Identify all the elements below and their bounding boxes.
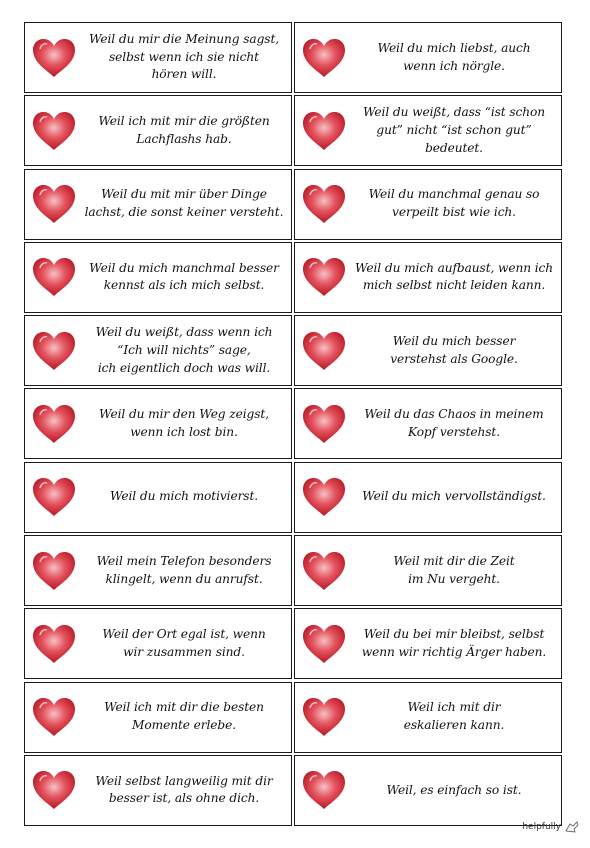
card-text: Weil du bei mir bleibst, selbst wenn wir richtig Ärger haben.	[361, 627, 547, 659]
card	[294, 169, 562, 240]
card	[294, 535, 562, 606]
card-text: Weil du mich motivierst.	[109, 489, 259, 504]
heart-icon	[295, 463, 353, 532]
heart-icon	[25, 683, 83, 752]
heart-icon	[295, 609, 353, 678]
card-text: Weil mit dir die Zeit im Nu vergeht.	[393, 553, 515, 586]
brand-name: helpfully	[522, 822, 561, 832]
card-text: Weil du mir den Weg zeigst, wenn ich lost bin.	[99, 407, 269, 439]
card	[24, 388, 292, 459]
card-text: Weil du mit mir über Dinge lachst, die sonst keiner versteht.	[84, 187, 284, 220]
card-text: Weil du manchmal genau so verpeilt bist wie ich.	[368, 187, 540, 220]
card-text: Weil selbst langweilig mit dir besser ist, als ohne dich.	[95, 773, 273, 806]
card	[24, 462, 292, 533]
card	[294, 95, 562, 166]
card-text: Weil du mich aufbaust, wenn ich mich selbst nicht leiden kann.	[354, 260, 554, 293]
card-text: Weil du mir die Meinung sagst, selbst wenn ich sie nicht hören will.	[88, 31, 280, 82]
card-text: Weil der Ort egal ist, wenn wir zusammen sind.	[102, 627, 266, 659]
card-text: Weil ich mit mir die größten Lachflashs hab.	[98, 114, 270, 146]
card-text: Weil du weißt, dass wenn ich “Ich will nichts” sage, ich eigentlich doch was will.	[95, 325, 273, 375]
heart-icon	[295, 316, 353, 385]
heart-icon	[295, 756, 353, 825]
card-text: Weil ich mit dir eskalieren kann.	[403, 700, 505, 733]
heart-icon	[25, 536, 83, 605]
card	[294, 462, 562, 533]
heart-icon	[295, 23, 353, 92]
hand-logo-icon	[564, 820, 580, 834]
card	[24, 535, 292, 606]
card-text: Weil du mich besser verstehst als Google.	[390, 334, 518, 366]
footer	[522, 820, 580, 834]
heart-icon	[25, 96, 83, 165]
card-text: Weil, es einfach so ist.	[386, 782, 522, 797]
card-text: Weil du mich manchmal besser kennst als ich mich selbst.	[89, 260, 279, 293]
card	[24, 242, 292, 313]
card-text: Weil du weißt, dass “ist schon gut” nicht “ist schon gut” bedeutet.	[363, 105, 545, 155]
card	[294, 608, 562, 679]
card	[294, 388, 562, 459]
card	[294, 22, 562, 93]
heart-icon	[25, 609, 83, 678]
heart-icon	[25, 756, 83, 825]
heart-icon	[25, 170, 83, 239]
card	[24, 169, 292, 240]
heart-icon	[25, 23, 83, 92]
card	[294, 755, 562, 826]
heart-icon	[25, 316, 83, 385]
card	[294, 315, 562, 386]
heart-icon	[295, 389, 353, 458]
card	[294, 242, 562, 313]
heart-icon	[295, 683, 353, 752]
card-grid	[24, 22, 562, 826]
card	[24, 315, 292, 386]
card-text: Weil du mich vervollständigst.	[362, 489, 546, 504]
card-text: Weil mein Telefon besonders klingelt, wenn du anrufst.	[96, 553, 272, 586]
card	[24, 682, 292, 753]
card	[24, 22, 292, 93]
card	[24, 95, 292, 166]
heart-icon	[25, 243, 83, 312]
card-text: Weil du das Chaos in meinem Kopf verstehst.	[364, 407, 544, 439]
card	[24, 608, 292, 679]
heart-icon	[295, 536, 353, 605]
heart-icon	[25, 463, 83, 532]
heart-icon	[295, 243, 353, 312]
heart-icon	[295, 170, 353, 239]
card	[24, 755, 292, 826]
card	[294, 682, 562, 753]
card-text: Weil ich mit dir die besten Momente erlebe.	[104, 700, 264, 733]
heart-icon	[295, 96, 353, 165]
heart-icon	[25, 389, 83, 458]
card-text: Weil du mich liebst, auch wenn ich nörgle.	[377, 40, 531, 73]
card-sheet	[24, 22, 562, 826]
